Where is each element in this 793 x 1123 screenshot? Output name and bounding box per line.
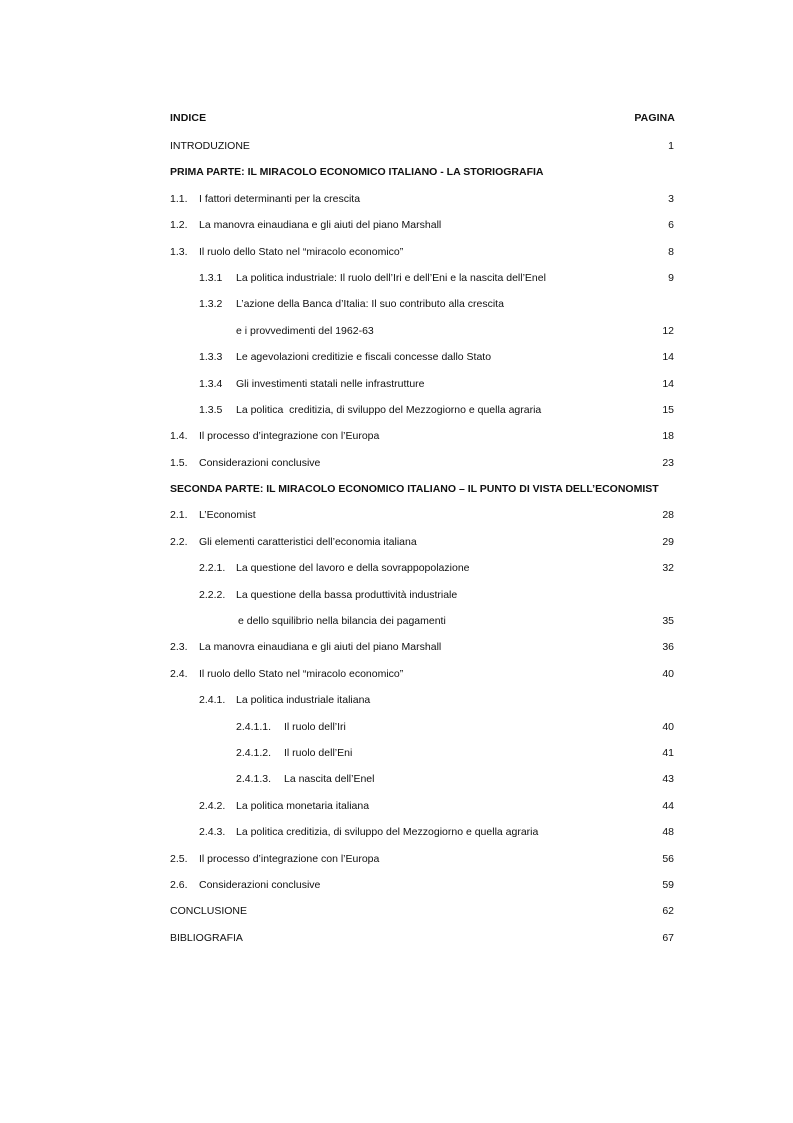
toc-entry-title: L’Economist (199, 509, 256, 522)
toc-entry-page: 3 (668, 192, 674, 205)
toc-part-heading (170, 165, 674, 191)
toc-part-heading (170, 482, 674, 508)
toc-entry-page: 59 (662, 878, 674, 891)
toc-entry-title: Il ruolo dello Stato nel “miracolo economico” (199, 245, 404, 258)
toc-part-title: PRIMA PARTE: IL MIRACOLO ECONOMICO ITALIANO - LA STORIOGRAFIA (170, 166, 544, 179)
toc-entry-title: La politica industriale: Il ruolo dell’Iri e dell’Eni e la nascita dell’Enel (236, 271, 546, 284)
toc-entry-number: 2.1. (170, 509, 188, 522)
toc-entry-number: 1.1. (170, 192, 188, 205)
toc-entry (170, 429, 674, 455)
toc-entry-title: CONCLUSIONE (170, 905, 248, 918)
toc-entry (170, 535, 674, 561)
toc-entry-title: BIBLIOGRAFIA (170, 931, 243, 944)
toc-entry-number: 2.5. (170, 852, 188, 865)
toc-entry-title: Gli investimenti statali nelle infrastrutture (236, 377, 425, 390)
toc-entry-page: 12 (662, 324, 674, 337)
toc-entry-page: 62 (662, 905, 674, 918)
toc-entry-number: 2.2. (170, 535, 188, 548)
toc-entry-title: Gli elementi caratteristici dell’economia italiana (199, 535, 417, 548)
toc-entry-page: 36 (662, 641, 674, 654)
table-of-contents (170, 139, 674, 957)
toc-entry-page: 67 (662, 931, 674, 944)
toc-subentry (170, 271, 674, 297)
toc-entry-page: 56 (662, 852, 674, 865)
toc-entry-title: I fattori determinanti per la crescita (199, 192, 361, 205)
toc-entry-page: 1 (668, 140, 674, 152)
toc-part-title: SECONDA PARTE: IL MIRACOLO ECONOMICO ITALIANO – IL PUNTO DI VISTA DELL’ECONOMIST (170, 483, 659, 496)
toc-entry-number: 2.2.1. (199, 562, 226, 575)
toc-entry (170, 245, 674, 271)
toc-entry-title: Il ruolo dell’Iri (284, 720, 346, 733)
toc-subentry (170, 561, 674, 587)
toc-entry-number: 1.3. (170, 245, 188, 258)
toc-entry-number: 2.6. (170, 878, 188, 891)
toc-subentry (170, 588, 674, 614)
toc-entry-title: Il ruolo dello Stato nel “miracolo economico” (199, 667, 404, 680)
toc-header (170, 112, 675, 126)
toc-entry (170, 508, 674, 534)
toc-entry-number: 1.5. (170, 456, 188, 469)
toc-subentry (170, 377, 674, 403)
toc-entry-number: 2.4.3. (199, 826, 226, 839)
toc-entry-number: 2.4.1.2. (236, 746, 272, 759)
toc-entry-number: 1.3.4 (199, 377, 223, 390)
page-column-heading: PAGINA (634, 112, 675, 124)
toc-entry-title: e i provvedimenti del 1962-63 (236, 324, 374, 337)
toc-entry-page: 28 (662, 509, 674, 522)
toc-entry (170, 192, 674, 218)
toc-entry-page: 35 (662, 615, 674, 628)
toc-entry (170, 456, 674, 482)
toc-entry-title: La manovra einaudiana e gli aiuti del piano Marshall (199, 641, 442, 654)
toc-entry-title: La manovra einaudiana e gli aiuti del piano Marshall (199, 219, 442, 232)
toc-subentry (170, 403, 674, 429)
toc-entry-page: 40 (662, 667, 674, 680)
toc-entry-title: La nascita dell’Enel (284, 773, 375, 786)
toc-entry-number: 1.2. (170, 219, 188, 232)
toc-entry-page: 43 (662, 773, 674, 786)
toc-entry-number: 2.4.1. (199, 694, 226, 707)
toc-subentry (170, 825, 674, 851)
toc-entry-page: 14 (662, 377, 674, 390)
toc-subsubentry (170, 720, 674, 746)
toc-entry-title: L’azione della Banca d’Italia: Il suo contributo alla crescita (236, 298, 504, 311)
toc-entry-page: 15 (662, 403, 674, 416)
toc-entry-number: 1.4. (170, 430, 188, 443)
toc-entry-page: 32 (662, 562, 674, 575)
toc-entry-title: La questione del lavoro e della sovrappopolazione (236, 562, 470, 575)
toc-entry-title: Il processo d’integrazione con l’Europa (199, 430, 380, 443)
toc-entry-number: 2.4.1.1. (236, 720, 272, 733)
toc-subentry (170, 350, 674, 376)
toc-subsubentry (170, 746, 674, 772)
toc-entry-title: Considerazioni conclusive (199, 878, 321, 891)
toc-entry (170, 640, 674, 666)
toc-entry-page: 18 (662, 430, 674, 443)
toc-entry (170, 878, 674, 904)
toc-entry-bibliografia (170, 931, 674, 957)
toc-entry-title: Considerazioni conclusive (199, 456, 321, 469)
toc-entry-page: 29 (662, 535, 674, 548)
toc-entry-conclusione (170, 904, 674, 930)
toc-entry-number: 1.3.5 (199, 403, 223, 416)
toc-entry-number: 1.3.3 (199, 351, 223, 364)
toc-entry-title: La politica monetaria italiana (236, 799, 370, 812)
toc-entry-title: INTRODUZIONE (170, 140, 250, 152)
toc-entry-page: 48 (662, 826, 674, 839)
toc-subsubentry (170, 772, 674, 798)
toc-subentry (170, 693, 674, 719)
toc-entry-number: 2.4. (170, 667, 188, 680)
toc-entry-number: 2.4.1.3. (236, 773, 272, 786)
toc-entry-page: 41 (662, 746, 674, 759)
toc-entry-number: 1.3.2 (199, 298, 223, 311)
index-heading: INDICE (170, 112, 207, 124)
toc-entry-introduzione (170, 139, 674, 165)
toc-entry-title: Il ruolo dell’Eni (284, 746, 353, 759)
toc-entry-title: Le agevolazioni creditizie e fiscali concesse dallo Stato (236, 351, 492, 364)
toc-entry-page: 8 (668, 245, 674, 258)
toc-subentry-continuation (170, 614, 674, 640)
toc-entry-title: Il processo d’integrazione con l’Europa (199, 852, 380, 865)
toc-entry-number: 2.2.2. (199, 588, 226, 601)
toc-entry-page: 9 (668, 271, 674, 284)
toc-entry-title: e dello squilibrio nella bilancia dei pagamenti (238, 615, 446, 628)
toc-entry-title: La politica industriale italiana (236, 694, 371, 707)
toc-subentry (170, 297, 674, 323)
toc-subentry-continuation (170, 324, 674, 350)
toc-entry-page: 6 (668, 219, 674, 232)
toc-subentry (170, 799, 674, 825)
toc-entry-page: 23 (662, 456, 674, 469)
toc-entry (170, 218, 674, 244)
toc-entry-number: 1.3.1 (199, 271, 223, 284)
toc-entry-title: La politica creditizia, di sviluppo del Mezzogiorno e quella agraria (236, 403, 542, 416)
toc-entry (170, 667, 674, 693)
toc-entry-number: 2.3. (170, 641, 188, 654)
toc-entry-title: La questione della bassa produttività industriale (236, 588, 458, 601)
toc-entry-page: 40 (662, 720, 674, 733)
toc-entry-page: 14 (662, 351, 674, 364)
toc-entry (170, 852, 674, 878)
toc-entry-title: La politica creditizia, di sviluppo del Mezzogiorno e quella agraria (236, 826, 539, 839)
toc-entry-page: 44 (662, 799, 674, 812)
toc-entry-number: 2.4.2. (199, 799, 226, 812)
